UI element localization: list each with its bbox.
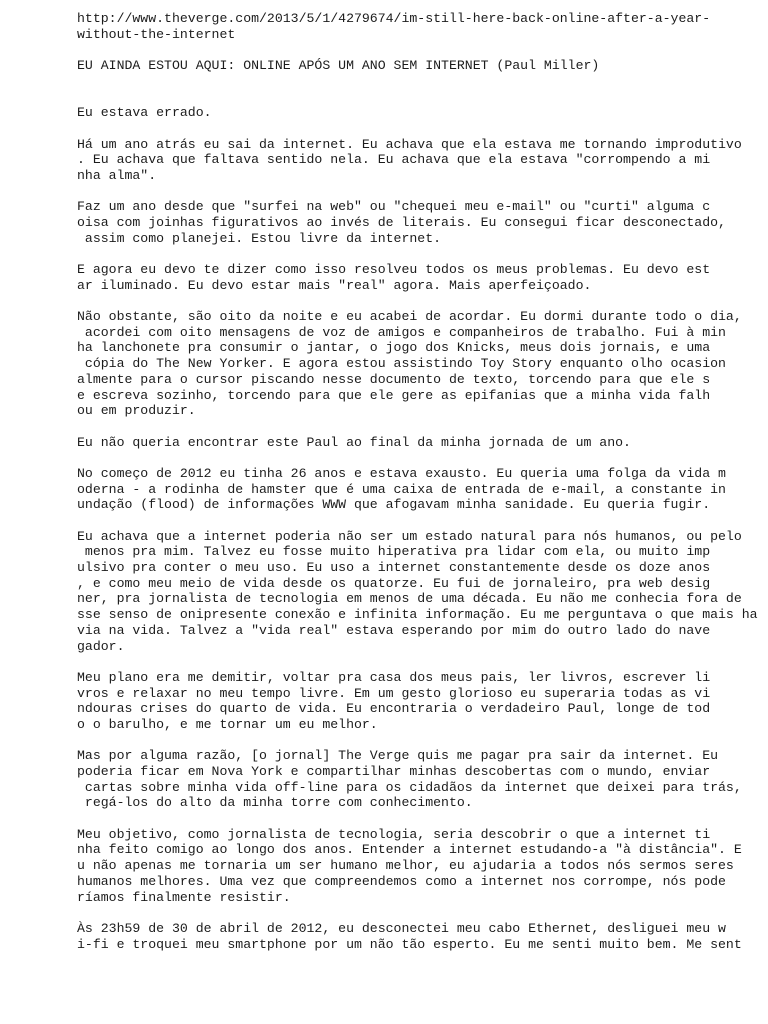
document-page [77,11,757,968]
blank-line [77,89,757,105]
text-line: i-fi e troquei meu smartphone por um não tão esperto. Eu me senti muito bem. Me sent [77,936,742,952]
text-line: oisa com joinhas figurativos ao invés de literais. Eu consegui ficar desconectado, [77,214,726,230]
text-line: without-the-internet [77,26,236,42]
text-line: menos pra mim. Talvez eu fosse muito hiperativa pra lidar com ela, ou muito imp [77,544,711,560]
paragraph [77,137,757,184]
text-line: acordei com oito mensagens de voz de amigos e companheiros de trabalho. Fui à min [77,324,726,340]
text-line [77,89,757,105]
text-line: poderia ficar em Nova York e compartilhar minhas descobertas com o mundo, enviar [77,764,711,779]
text-line: assim como planejei. Estou livre da internet. [77,230,442,246]
text-line: Meu plano era me demitir, voltar pra casa dos meus pais, ler livros, escrever li [77,669,711,685]
paragraph [77,466,757,513]
text-line: humanos melhores. Uma vez que compreendemos como a internet nos corrompe, nós pode [77,873,726,889]
text-line: almente para o cursor piscando nesse documento de texto, torcendo para que ele s [77,371,711,387]
text-line: http://www.theverge.com/2013/5/1/4279674/im-still-here-back-online-after-a-year- [77,11,711,26]
article-title [77,58,757,74]
text-line: . Eu achava que faltava sentido nela. Eu achava que ela estava "corrompendo a mi [77,152,711,168]
text-line: Meu objetivo, como jornalista de tecnologia, seria descobrir o que a internet ti [77,826,711,842]
source-url [77,11,757,42]
text-line: ulsivo pra conter o meu uso. Eu uso a internet constantemente desde os doze anos [77,560,711,576]
text-line: nha alma". [77,167,157,183]
text-line: sse senso de onipresente conexão e infinita informação. Eu me perguntava o que mais ha [77,607,758,623]
text-line: undação (flood) de informações WWW que afogavam minha sanidade. Eu queria fugir. [77,497,711,513]
text-line: gador. [77,638,125,654]
text-line: ar iluminado. Eu devo estar mais "real" agora. Mais aperfeiçoado. [77,277,592,293]
paragraph [77,827,757,905]
text-line: cartas sobre minha vida off-line para os cidadãos da internet que deixei para trás, [77,779,742,795]
text-line: ner, pra jornalista de tecnologia em menos de uma década. Eu não me conhecia fora de [77,591,742,607]
paragraph [77,529,757,655]
text-line: Eu achava que a internet poderia não ser um estado natural para nós humanos, ou pelo [77,528,742,544]
paragraph [77,921,757,952]
text-line: e escreva sozinho, torcendo para que ele gere as epifanias que a minha vida falh [77,387,711,403]
paragraph [77,435,757,451]
text-line: E agora eu devo te dizer como isso resolveu todos os meus problemas. Eu devo est [77,262,711,277]
paragraph [77,105,757,121]
text-line: Às 23h59 de 30 de abril de 2012, eu desconectei meu cabo Ethernet, desliguei meu w [77,920,726,936]
text-line: o o barulho, e me tornar um eu melhor. [77,716,378,732]
text-line: ríamos finalmente resistir. [77,889,291,905]
text-line: oderna - a rodinha de hamster que é uma caixa de entrada de e-mail, a constante in [77,481,726,497]
paragraph [77,309,757,419]
text-line: ndouras crises do quarto de vida. Eu encontraria o verdadeiro Paul, longe de tod [77,701,711,717]
text-line: cópia do The New Yorker. E agora estou assistindo Toy Story enquanto olho ocasion [77,356,726,372]
text-line: vros e relaxar no meu tempo livre. Em um gesto glorioso eu superaria todas as vi [77,685,711,701]
text-line: ha lanchonete pra consumir o jantar, o jogo dos Knicks, meus dois jornais, e uma [77,340,711,356]
paragraph [77,262,757,293]
text-line: EU AINDA ESTOU AQUI: ONLINE APÓS UM ANO SEM INTERNET (Paul Miller) [77,58,600,74]
paragraph [77,199,757,246]
text-line: , e como meu meio de vida desde os quatorze. Eu fui de jornaleiro, pra web desig [77,575,711,591]
text-line: nha feito comigo ao longo dos anos. Entender a internet estudando-a "à distância". E [77,842,742,858]
text-line: Não obstante, são oito da noite e eu acabei de acordar. Eu dormi durante todo o dia, [77,309,742,325]
text-line: Eu estava errado. [77,105,212,121]
paragraph [77,670,757,733]
text-line: u não apenas me tornaria um ser humano melhor, eu ajudaria a todos nós sermos seres [77,858,734,874]
text-line: ou em produzir. [77,403,196,419]
text-line: No começo de 2012 eu tinha 26 anos e estava exausto. Eu queria uma folga da vida m [77,465,726,481]
text-line: regá-los do alto da minha torre com conhecimento. [77,795,473,811]
text-line: Há um ano atrás eu sai da internet. Eu achava que ela estava me tornando improdutivo [77,136,742,152]
text-line: Mas por alguma razão, [o jornal] The Verge quis me pagar pra sair da internet. Eu [77,748,719,764]
text-line: Eu não queria encontrar este Paul ao final da minha jornada de um ano. [77,434,631,450]
paragraph [77,748,757,811]
text-line: via na vida. Talvez a "vida real" estava esperando por mim do outro lado do nave [77,622,711,638]
text-line: Faz um ano desde que "surfei na web" ou "chequei meu e-mail" ou "curti" alguma c [77,199,711,215]
